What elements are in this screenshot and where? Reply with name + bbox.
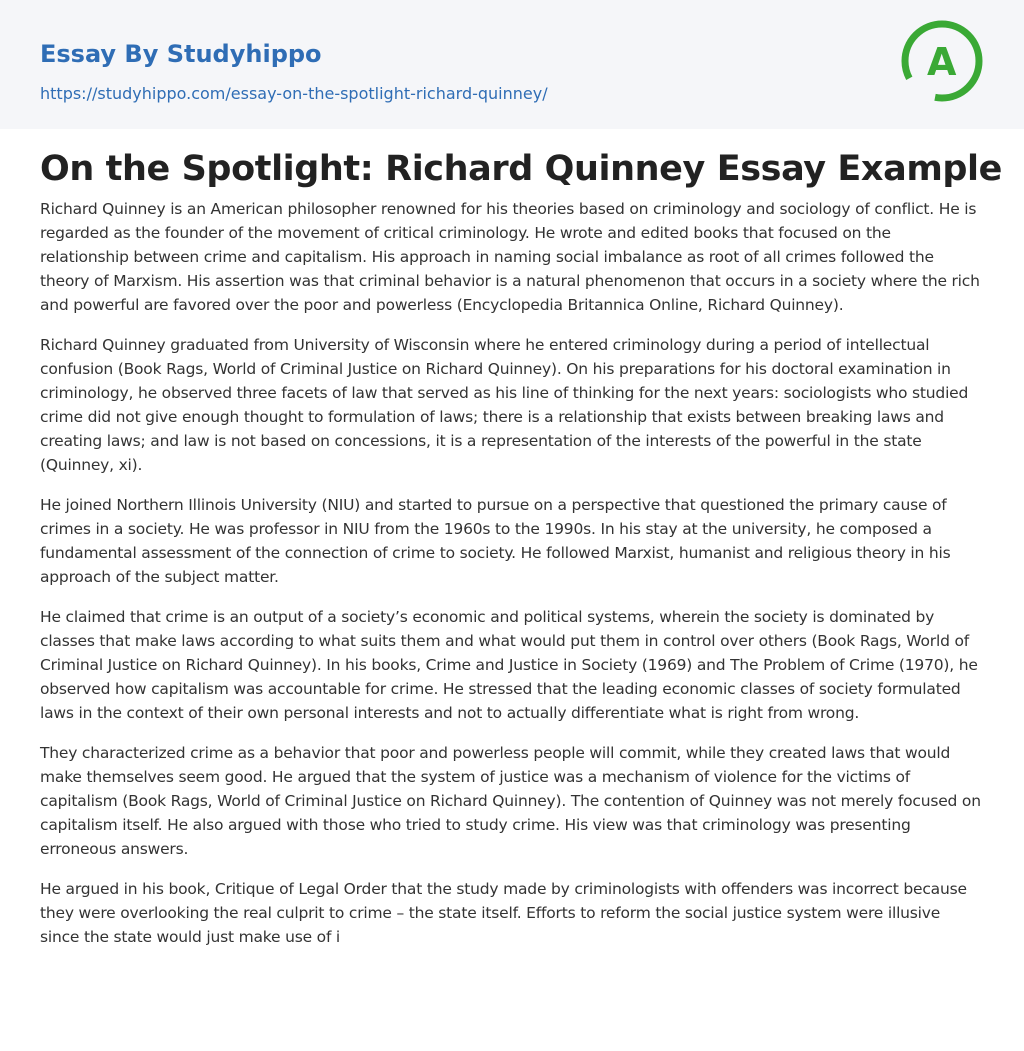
logo-letter: A xyxy=(927,40,957,84)
paragraph-4: He claimed that crime is an output of a society’s economic and political systems, wherein the society is dominated by classes that make laws according to what suits them and what would put them in control over others (Book Rags, World of Criminal Justice on Richard Quinney). In his books, Crime and Justice in Society (1969) and The Problem of Crime (1970), he observed how capitalism was accountable for crime. He stressed that the leading economic classes of society formulated laws in the context of their own personal interests and not to actually differentiate what is right from wrong. xyxy=(40,608,978,722)
site-header xyxy=(0,0,1024,129)
logo-icon[interactable] xyxy=(900,19,984,103)
paragraph-6: He argued in his book, Critique of Legal Order that the study made by criminologists with offenders was incorrect because they were overlooking the real culprit to crime – the state itself. Efforts to reform the social justice system were illusive since the state would just make use of i xyxy=(40,880,967,946)
page-url-link[interactable]: https://studyhippo.com/essay-on-the-spotlight-richard-quinney/ xyxy=(40,84,548,103)
paragraph-3: He joined Northern Illinois University (NIU) and started to pursue on a perspective that questioned the primary cause of crimes in a society. He was professor in NIU from the 1960s to the 1990s. In his stay at the university, he composed a fundamental assessment of the connection of crime to society. He followed Marxist, humanist and religious theory in his approach of the subject matter. xyxy=(40,496,951,586)
paragraph-2: Richard Quinney graduated from University of Wisconsin where he entered criminology during a period of intellectual confusion (Book Rags, World of Criminal Justice on Richard Quinney). On his preparations for his doctoral examination in criminology, he observed three facets of law that served as his line of thinking for the next years: sociologists who studied crime did not give enough thought to formulation of laws; there is a relationship that exists between breaking laws and creating laws; and law is not based on concessions, it is a representation of the interests of the powerful in the state (Quinney, xi). xyxy=(40,336,969,474)
site-brand[interactable]: Essay By Studyhippo xyxy=(40,40,322,68)
article-title: On the Spotlight: Richard Quinney Essay Example xyxy=(40,149,1002,189)
article xyxy=(0,129,1024,949)
paragraph-1: Richard Quinney is an American philosopher renowned for his theories based on criminology and sociology of conflict. He is regarded as the founder of the movement of critical criminology. He wrote and edited books that focused on the relationship between crime and capitalism. His approach in naming social imbalance as root of all crimes followed the theory of Marxism. His assertion was that criminal behavior is a natural phenomenon that occurs in a society where the rich and powerful are favored over the poor and powerless (Encyclopedia Britannica Online, Richard Quinney). xyxy=(40,200,980,314)
paragraph-5: They characterized crime as a behavior that poor and powerless people will commit, while they created laws that would make themselves seem good. He argued that the system of justice was a mechanism of violence for the victims of capitalism (Book Rags, World of Criminal Justice on Richard Quinney). The contention of Quinney was not merely focused on capitalism itself. He also argued with those who tried to study crime. His view was that criminology was presenting erroneous answers. xyxy=(40,744,981,858)
